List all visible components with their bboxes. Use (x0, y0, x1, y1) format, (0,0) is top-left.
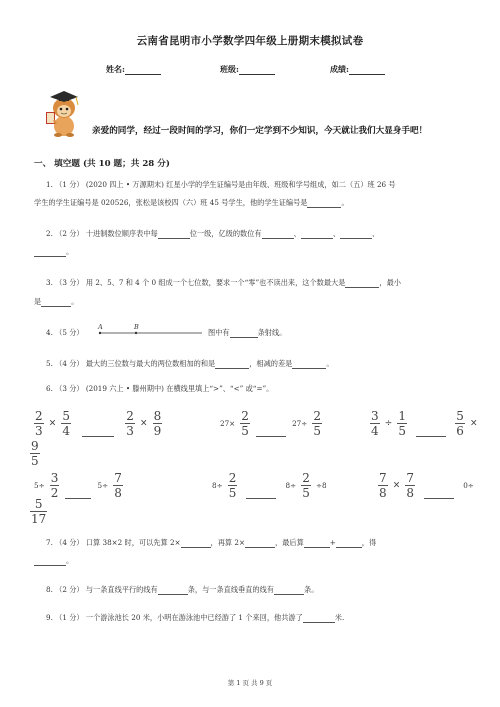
answer-blank[interactable] (262, 230, 294, 239)
greeting-text: 亲爱的同学，经过一段时间的学习，你们一定学到不少知识，今天就让我们大显身手吧！ (92, 126, 428, 136)
answer-blank[interactable] (303, 614, 335, 623)
fraction: $\frac{3}{2}$ (50, 471, 59, 500)
score-label: 成绩: (330, 64, 349, 74)
question-2-line-1: 2. （2 分） 十进制数位顺序表中每 位一级，亿级的数位有 、 、 、 (46, 229, 380, 238)
comparison-row-1a: $\frac{2}{3}$ × $\frac{5}{4}$ $\frac{2}{3}$ × $\frac{8}{9}$ (35, 409, 162, 438)
fraction: $\frac{2}{5}$ (228, 471, 237, 500)
comparison-row-2a: 5÷ $\frac{3}{2}$ 5÷ $\frac{7}{8}$ (34, 471, 122, 500)
question-5: 5. （4 分） 最大的三位数与最大的两位数相加的和是 ，相减的差是 。 (46, 359, 334, 368)
answer-blank[interactable] (416, 428, 446, 437)
comparison-row-1c-tail (30, 440, 40, 467)
answer-blank[interactable] (34, 557, 66, 566)
question-1-line-2: 学生的学生证编号是 020526，张松是该校四（六）班 45 号学生，他的学生证编号是 。 (34, 198, 349, 207)
score-field (330, 64, 385, 75)
page-title: 云南省昆明市小学数学四年级上册期末模拟试卷 (136, 35, 364, 47)
answer-blank[interactable] (245, 539, 275, 548)
name-blank[interactable] (125, 66, 161, 75)
question-4-label: 4. （5 分） (46, 328, 84, 337)
question-2-line-2: 。 (34, 246, 73, 257)
answer-blank[interactable] (41, 298, 71, 307)
fraction: $\frac{2}{3}$ (35, 409, 43, 438)
point-a-label: A (98, 323, 103, 331)
question-3-line-1: 3. （3 分） 用 2、5、7 和 4 个 0 组成一个七位数，要求一个“零”也不读出来，这个数最大是 ，最小 (46, 278, 401, 287)
answer-blank[interactable] (345, 279, 379, 288)
answer-blank[interactable] (65, 490, 91, 499)
answer-blank[interactable] (246, 490, 276, 499)
comparison-row-2b: 8÷ $\frac{2}{5}$ 8÷ $\frac{2}{5}$ ÷8 (212, 471, 327, 500)
question-4-text: 图中有 条射线。 (208, 328, 287, 337)
comparison-row-2c-tail (30, 498, 47, 525)
point-b-label: B (134, 323, 139, 331)
page-footer: 第 1 页 共 9 页 (227, 679, 273, 687)
fraction: $\frac{3}{4}$ (371, 409, 379, 438)
question-7-line-1: 7. （4 分） 口算 38×2 时，可以先算 2× ，再算 2× ，最后算 + ，得 (46, 538, 377, 547)
question-1-line-1: 1. （1 分） (2020 四上 • 万源期末) 红星小学的学生证编号是由年级、班级和学号组成，如二（五）班 26 号 (46, 180, 396, 189)
question-9: 9. （1 分） 一个游泳池长 20 米，小明在游泳池中已经游了 1 个来回，他共游了 米. (46, 613, 345, 622)
class-label: 班级: (220, 64, 239, 74)
answer-blank[interactable] (274, 586, 304, 595)
question-6-text: 6. （3 分） (2019 六上 • 滕州期中) 在横线里填上“>”、“<” 或“=”。 (46, 384, 274, 393)
name-label: 姓名: (106, 64, 125, 74)
answer-blank[interactable] (34, 248, 66, 257)
score-blank[interactable] (349, 66, 385, 75)
name-field (106, 64, 161, 75)
answer-blank[interactable] (181, 539, 211, 548)
comparison-row-1b: 27× $\frac{2}{5}$ 27÷ $\frac{2}{5}$ (220, 409, 321, 438)
fraction: $\frac{1}{5}$ (398, 409, 407, 438)
fraction: $\frac{2}{5}$ (302, 471, 310, 500)
answer-blank[interactable] (336, 539, 362, 548)
comparison-row-1c: $\frac{3}{4}$ ÷ $\frac{1}{5}$ $\frac{5}{6}$ × (371, 409, 478, 438)
fraction: $\frac{5}{4}$ (62, 409, 71, 438)
fraction: $\frac{2}{5}$ (313, 409, 321, 438)
answer-blank[interactable] (424, 490, 454, 499)
fraction: $\frac{2}{5}$ (241, 409, 249, 438)
fraction: $\frac{9}{5}$ (31, 439, 39, 468)
fraction: $\frac{2}{3}$ (126, 409, 134, 438)
answer-blank[interactable] (158, 586, 188, 595)
question-7-line-2: 。 (34, 555, 73, 566)
question-3-line-2: 是 。 (34, 297, 79, 306)
fraction: $\frac{7}{8}$ (379, 471, 387, 500)
answer-blank[interactable] (307, 199, 341, 208)
answer-blank[interactable] (82, 428, 114, 437)
fraction: $\frac{7}{8}$ (406, 471, 415, 500)
question-8: 8. （2 分） 与一条直线平行的线有 条，与一条直线垂直的线有 条。 (46, 585, 319, 594)
fraction: $\frac{8}{9}$ (153, 409, 162, 438)
monkey-scholar-illustration (42, 88, 86, 138)
fraction: $\frac{7}{8}$ (114, 471, 122, 500)
answer-blank[interactable] (230, 329, 258, 338)
class-field (220, 64, 275, 75)
answer-blank[interactable] (256, 428, 286, 437)
answer-blank[interactable] (340, 230, 372, 239)
answer-blank[interactable] (304, 539, 330, 548)
comparison-row-2c: $\frac{7}{8}$ × $\frac{7}{8}$ 0÷ (379, 471, 474, 500)
section-heading: 一、 填空题 (共 10 题；共 28 分) (34, 159, 170, 169)
answer-blank[interactable] (292, 360, 326, 369)
answer-blank[interactable] (158, 230, 190, 239)
class-blank[interactable] (239, 66, 275, 75)
answer-blank[interactable] (301, 230, 333, 239)
question-1-text: 学生的学生证编号是 020526，张松是该校四（六）班 45 号学生，他的学生证编号是 (34, 198, 308, 207)
ray-diagram (96, 323, 204, 337)
answer-blank[interactable] (215, 360, 249, 369)
fraction: $\frac{5}{6}$ (456, 409, 464, 438)
fraction: $\frac{5}{17}$ (31, 497, 47, 526)
